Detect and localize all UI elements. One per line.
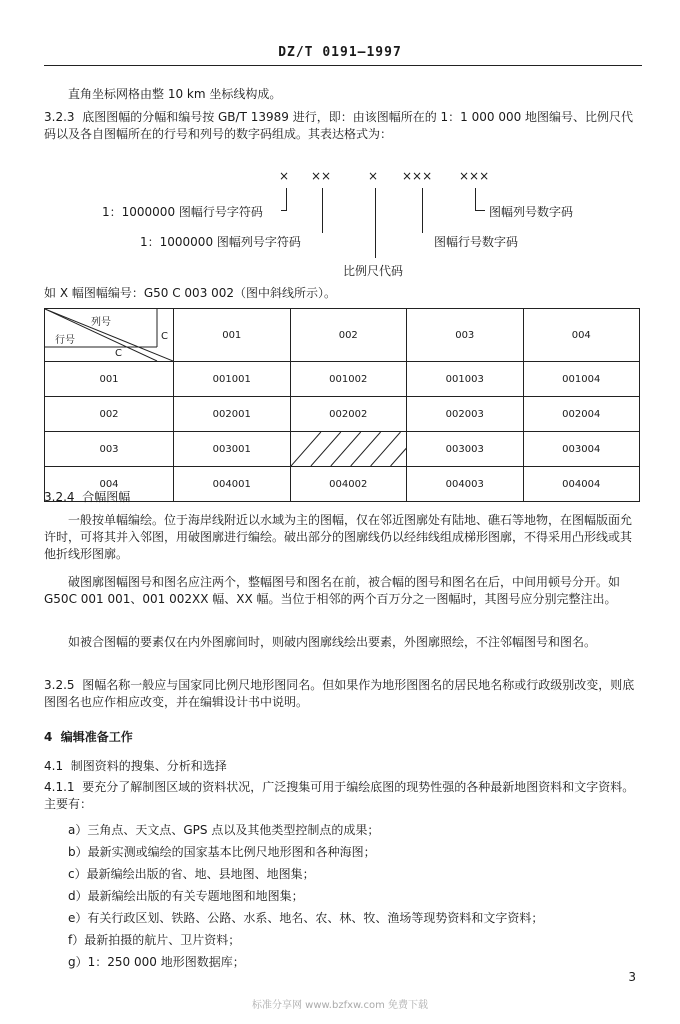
list-item: g）1：250 000 地形图数据库；: [68, 955, 245, 969]
leader-col-number: [322, 188, 323, 233]
leader-row-letter-h: [281, 210, 287, 211]
symbol-scale-code: ×: [368, 169, 379, 183]
section-number: 4.1: [44, 759, 64, 773]
section-number: 3.2.5: [44, 678, 75, 692]
leader-row-letter: [286, 188, 287, 210]
list-item: c）最新编绘出版的省、地、县地图、地图集；: [68, 867, 315, 881]
corner-c-bottom: C: [115, 348, 122, 359]
example-line: 如 X 幅图幅编号：G50 C 003 002（图中斜线所示）。: [44, 286, 337, 300]
section-number: 3.2.3: [44, 110, 75, 124]
hatch-lines: [291, 432, 407, 466]
section-title: 合幅图幅: [82, 490, 131, 504]
document-code: DZ/T 0191—1997: [278, 45, 402, 60]
section-3-2-4-para-2: 破图廓图幅图号和图名应注两个，整幅图号和图名在前，被合幅的图号和图名在后，中间用顿号分开。如 G50C 001 001、001 002XX 幅、XX 幅。当位于相邻的两个百万分之一图幅时，其图号应分别完整注出。: [44, 575, 621, 606]
table-cell: 001004: [523, 362, 640, 397]
corner-row-label: 行号: [55, 335, 75, 346]
corner-c-right: C: [161, 331, 168, 342]
col-header: 002: [290, 309, 407, 362]
table-cell: 003004: [523, 432, 640, 467]
label-scale-code: 比例尺代码: [343, 264, 404, 278]
leader-scale-code: [375, 188, 376, 258]
row-header: 003: [45, 432, 174, 467]
section-text: 要充分了解制图区域的资料状况，广泛搜集可用于编绘底图的现势性强的各种最新地图资料和文字资料。主要有：: [44, 780, 635, 811]
table-row: [45, 362, 640, 397]
table-cell: 001003: [407, 362, 524, 397]
col-header: 001: [174, 309, 291, 362]
section-3-2-4-heading: [44, 489, 642, 506]
section-number: 3.2.4: [44, 490, 75, 504]
section-title: 编辑准备工作: [60, 730, 133, 744]
table-cell: 004001: [174, 467, 291, 502]
table-cell: 002001: [174, 397, 291, 432]
col-header: 004: [523, 309, 640, 362]
table-cell: 004004: [523, 467, 640, 502]
table-cell: 004002: [290, 467, 407, 502]
table-row: [45, 397, 640, 432]
leader-row-digits: [422, 188, 423, 233]
section-number: 4.1.1: [44, 780, 75, 794]
section-4-1-1: [44, 779, 642, 813]
section-number: 4: [44, 730, 53, 744]
section-text: 底图图幅的分幅和编号按 GB/T 13989 进行，即：由该图幅所在的 1：1 000 000 地图编号、比例尺代码以及各自图幅所在的行号和列号的数字码组成。其表达格式为：: [44, 110, 634, 141]
col-header: 003: [407, 309, 524, 362]
label-col-number: 1：1000000 图幅列号字符码: [140, 235, 301, 249]
section-3-2-4-para-1: 一般按单幅编绘。位于海岸线附近以水域为主的图幅，仅在邻近图廓处有陆地、礁石等地物，在图幅版面允许时，可将其并入邻图，用破图廓进行编绘。破出部分的图廓线仍以经纬线组成梯形图廓，不得采用凸形线或其他折线形图廓。: [44, 513, 633, 561]
table-cell: 003001: [174, 432, 291, 467]
table-cell: 001001: [174, 362, 291, 397]
hatched-cell: [290, 432, 407, 467]
page-number: 3: [628, 970, 636, 984]
section-text: 图幅名称一般应与国家同比例尺地形图同名。但如果作为地形图图名的居民地名称或行政级别改变，则底图图名也应作相应改变，并在编辑设计书中说明。: [44, 678, 635, 709]
table-cell: 003003: [407, 432, 524, 467]
list-item: a）三角点、天文点、GPS 点以及其他类型控制点的成果；: [68, 823, 380, 837]
section-3-2-3: [44, 109, 642, 143]
row-header: 002: [45, 397, 174, 432]
section-4-1-heading: [44, 758, 642, 775]
watermark: 标准分享网 www.bzfxw.com 免费下载: [252, 1000, 428, 1011]
table-cell: 002002: [290, 397, 407, 432]
table-corner-cell: [45, 309, 174, 362]
sheet-grid-table: [44, 308, 640, 502]
table-cell: 002003: [407, 397, 524, 432]
symbol-row-digits: ×××: [402, 169, 433, 183]
symbol-col-digits: ×××: [459, 169, 490, 183]
table-cell: 002004: [523, 397, 640, 432]
row-header: 001: [45, 362, 174, 397]
label-row-letter: 1：1000000 图幅行号字符码: [102, 205, 263, 219]
symbol-col-number: ××: [311, 169, 332, 183]
table-cell: 001002: [290, 362, 407, 397]
list-item: d）最新编绘出版的有关专题地图和地图集；: [68, 889, 304, 903]
leader-col-digits: [475, 188, 476, 210]
section-title: 制图资料的搜集、分析和选择: [70, 759, 227, 773]
list-item: f）最新拍摄的航片、卫片资料；: [68, 933, 241, 947]
label-row-digits: 图幅行号数字码: [434, 235, 519, 249]
list-item: e）有关行政区划、铁路、公路、水系、地名、农、林、牧、渔场等现势资料和文字资料；: [68, 911, 544, 925]
corner-col-label: 列号: [91, 317, 111, 328]
intro-line: 直角坐标网格由整 10 km 坐标线构成。: [68, 87, 282, 101]
table-cell: 004003: [407, 467, 524, 502]
section-4-heading: [44, 729, 642, 746]
leader-col-digits-h: [475, 210, 485, 211]
row-header: 004: [45, 467, 174, 502]
list-item: b）最新实测或编绘的国家基本比例尺地形图和各种海图；: [68, 845, 376, 859]
table-row: [45, 432, 640, 467]
label-col-digits: 图幅列号数字码: [489, 205, 574, 219]
section-3-2-4-para-3: 如被合图幅的要素仅在内外图廓间时，则破内图廓线绘出要素，外图廓照绘，不注邻幅图号和图名。: [68, 635, 597, 649]
section-3-2-5: [44, 677, 642, 711]
symbol-row-letter: ×: [279, 169, 290, 183]
header-rule: [44, 65, 642, 66]
table-header-row: [45, 309, 640, 362]
